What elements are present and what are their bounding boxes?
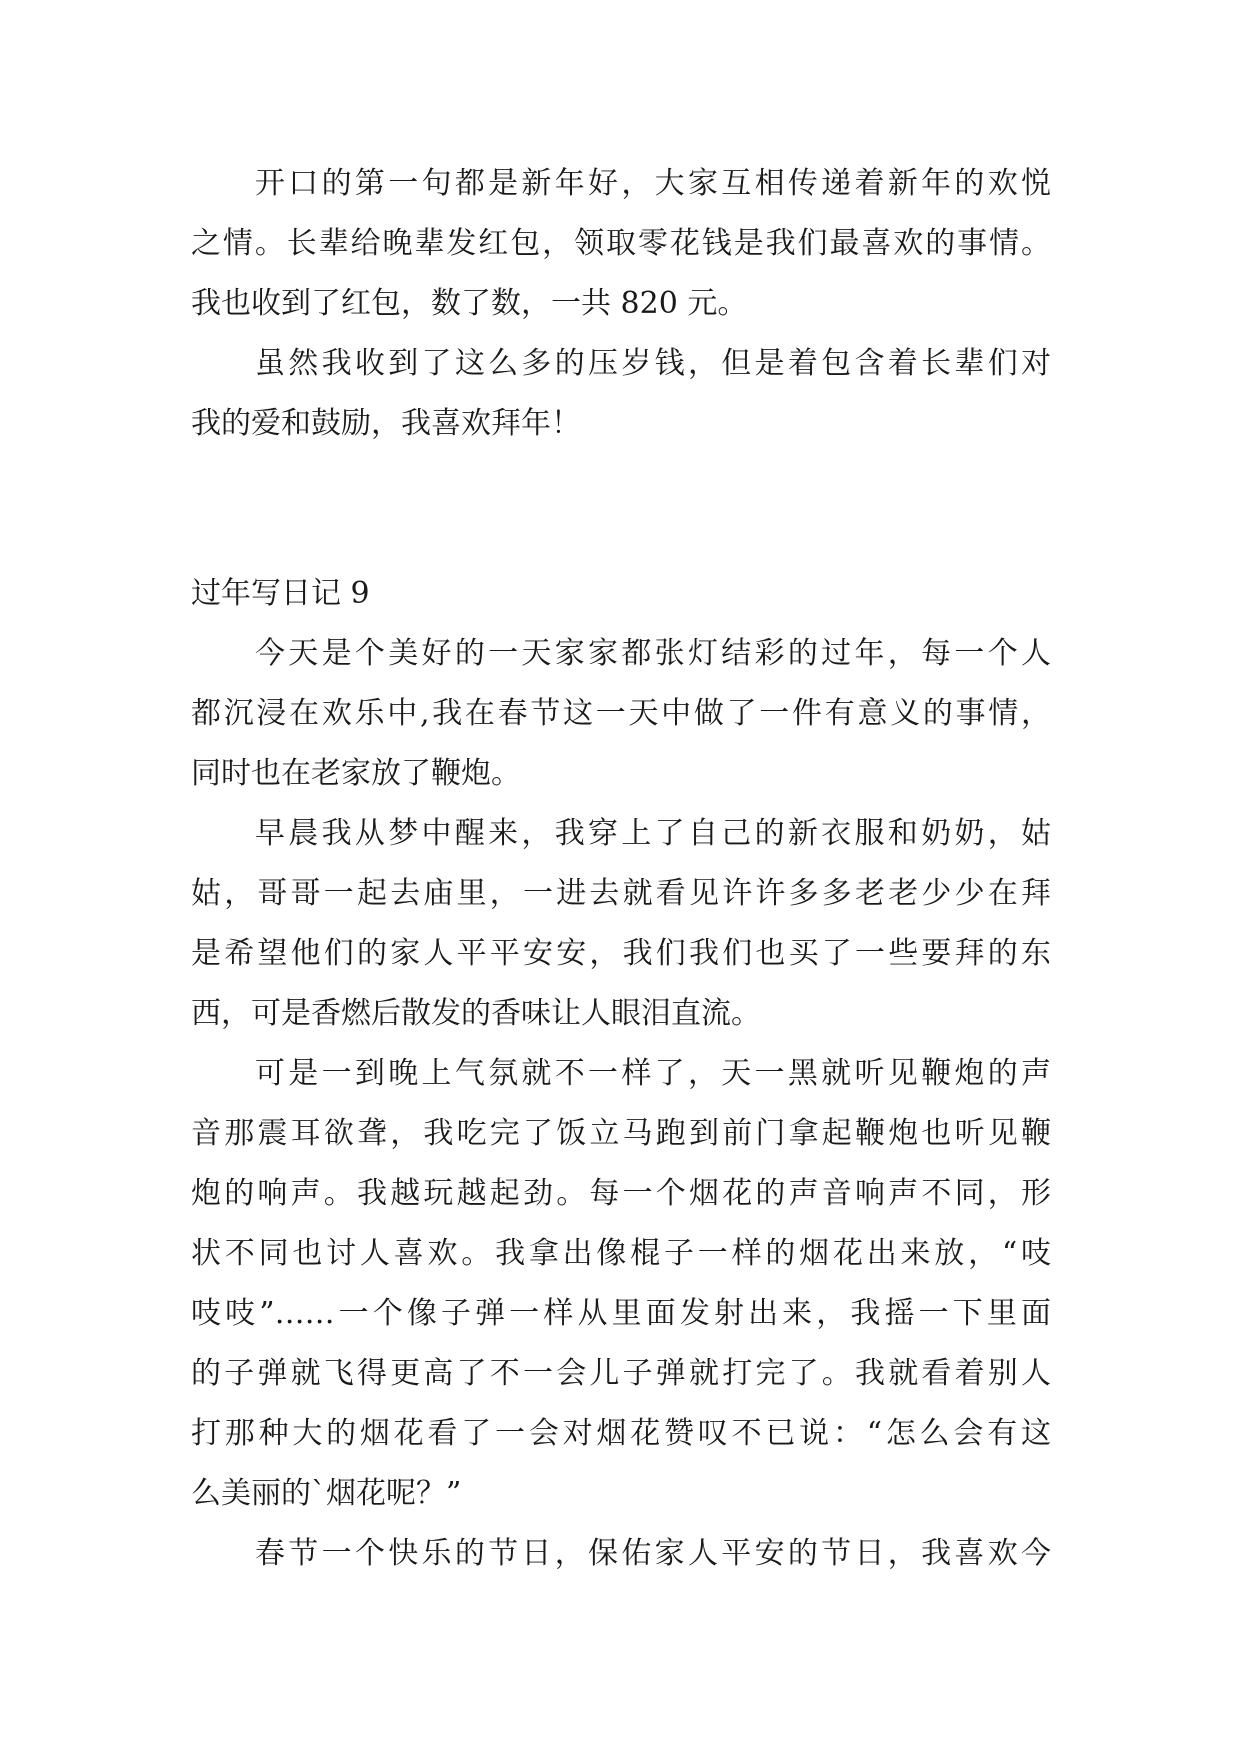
paragraph-line: 都沉浸在欢乐中,我在春节这一天中做了一件有意义的事情， <box>191 696 1051 731</box>
paragraph-line: 姑，哥哥一起去庙里，一进去就看见许许多多老老少少在拜 <box>191 876 1051 911</box>
paragraph-line: 虽然我收到了这么多的压岁钱，但是着包含着长辈们对 <box>255 346 1051 381</box>
paragraph-line: 西，可是香燃后散发的香味让人眼泪直流。 <box>191 996 761 1031</box>
paragraph-line: 我的爱和鼓励，我喜欢拜年！ <box>191 406 581 441</box>
paragraph-line: 的子弹就飞得更高了不一会儿子弹就打完了。我就看着别人 <box>191 1356 1051 1391</box>
paragraph-line: 今天是个美好的一天家家都张灯结彩的过年，每一个人 <box>255 636 1051 671</box>
paragraph-line: 是希望他们的家人平平安安，我们我们也买了一些要拜的东 <box>191 936 1051 971</box>
paragraph-line: 早晨我从梦中醒来，我穿上了自己的新衣服和奶奶，姑 <box>255 816 1051 851</box>
paragraph-line: 音那震耳欲聋，我吃完了饭立马跑到前门拿起鞭炮也听见鞭 <box>191 1116 1051 1151</box>
paragraph-line: 我也收到了红包，数了数，一共 820 元。 <box>191 286 748 321</box>
paragraph-line: 打那种大的烟花看了一会对烟花赞叹不已说：“怎么会有这 <box>191 1416 1051 1451</box>
paragraph-line: 么美丽的`烟花呢？” <box>191 1476 462 1511</box>
paragraph-line: 春节一个快乐的节日，保佑家人平安的节日，我喜欢今 <box>255 1536 1051 1571</box>
paragraph-line: 可是一到晚上气氛就不一样了，天一黑就听见鞭炮的声 <box>255 1056 1051 1091</box>
paragraph-line: 之情。长辈给晚辈发红包，领取零花钱是我们最喜欢的事情。 <box>191 226 1051 261</box>
section-title: 过年写日记 9 <box>191 576 370 611</box>
paragraph-line: 吱吱”……一个像子弹一样从里面发射出来，我摇一下里面 <box>191 1296 1051 1331</box>
paragraph-line: 状不同也讨人喜欢。我拿出像棍子一样的烟花出来放，“吱 <box>191 1236 1051 1271</box>
paragraph-line: 开口的第一句都是新年好，大家互相传递着新年的欢悦 <box>255 166 1051 201</box>
paragraph-line: 同时也在老家放了鞭炮。 <box>191 756 521 791</box>
paragraph-line: 炮的响声。我越玩越起劲。每一个烟花的声音响声不同，形 <box>191 1176 1051 1211</box>
